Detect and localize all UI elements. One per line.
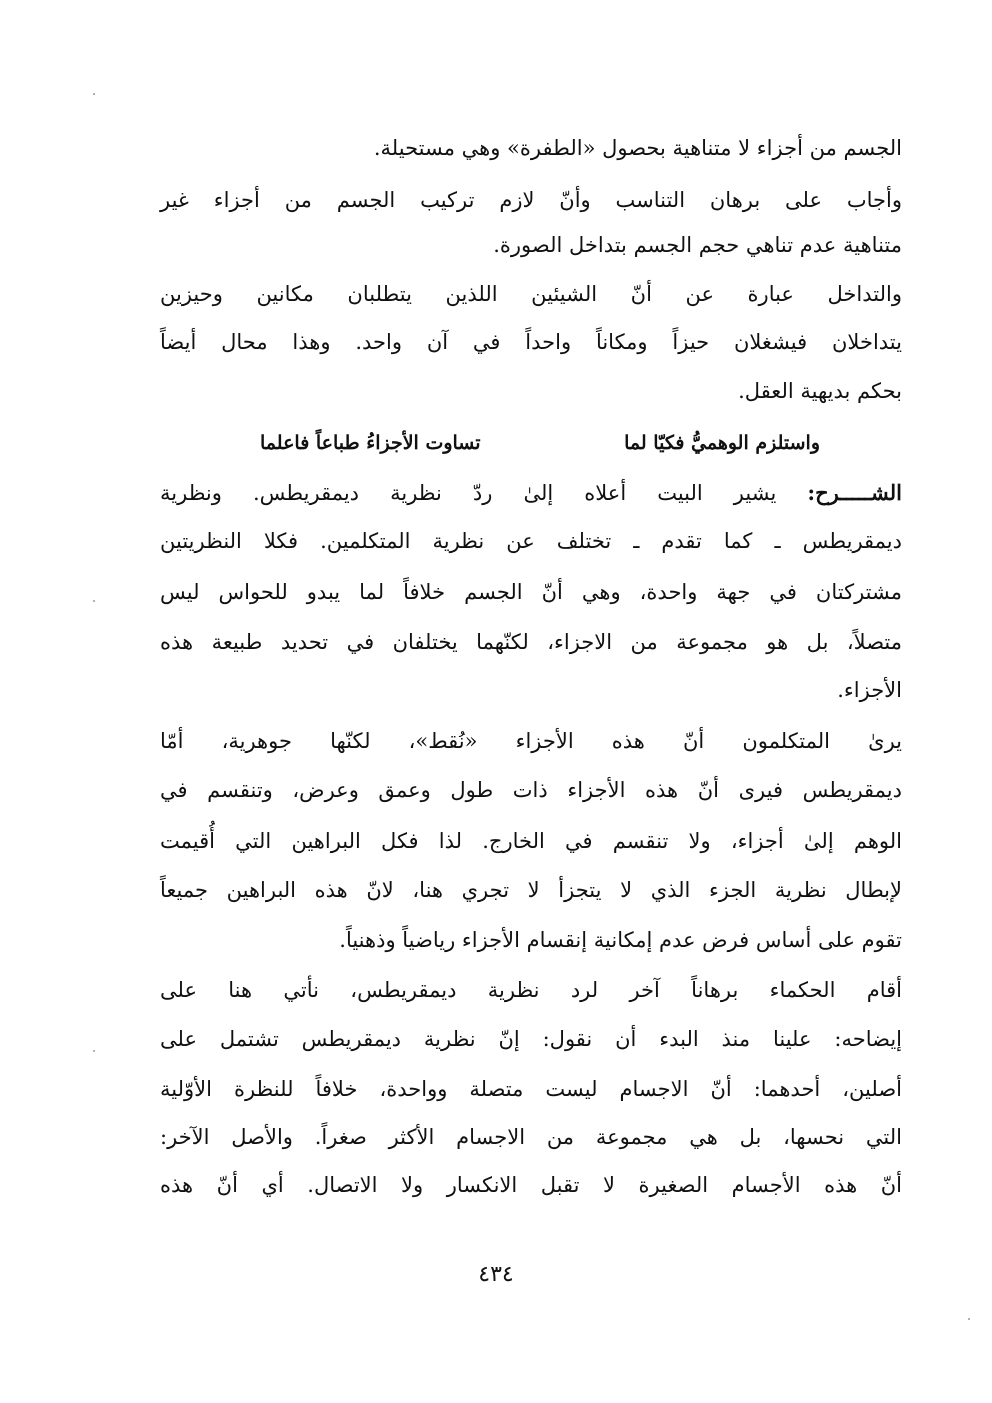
text-line: بحكم بديهية العقل.	[738, 379, 902, 403]
sharh-first-line	[160, 478, 902, 508]
text-line: الوهم إلىٰ أجزاء، ولا تنقسم في الخارج. لذا فكل البراهين التي أُقيمت	[160, 829, 902, 853]
text-line: متناهية عدم تناهي حجم الجسم بتداخل الصورة.	[493, 233, 902, 257]
scan-speck	[93, 1050, 95, 1052]
text-line: أنّ هذه الأجسام الصغيرة لا تقبل الانكسار ولا الاتصال. أي أنّ هذه	[160, 1173, 902, 1197]
text-line: مشتركتان في جهة واحدة، وهي أنّ الجسم خلافاً لما يبدو للحواس ليس	[160, 580, 902, 604]
sharh-first-line-text: يشير البيت أعلاه إلىٰ ردّ نظرية ديمقريطس. ونظرية	[160, 481, 777, 505]
text-line: تقوم على أساس فرض عدم إمكانية إنقسام الأجزاء رياضياً وذهنياً.	[339, 928, 902, 952]
text-line: ديمقريطس ـ كما تقدم ـ تختلف عن نظرية المتكلمين. فكلا النظريتين	[160, 529, 902, 553]
poetry-verse	[260, 428, 820, 458]
text-line: ديمقريطس فيرى أنّ هذه الأجزاء ذات طول وعمق وعرض، وتنقسم في	[160, 778, 902, 802]
text-line: الأجزاء.	[837, 678, 902, 702]
verse-second-hemistich: تساوت الأجزاءُ طباعاً فاعلما	[260, 432, 481, 454]
scan-speck	[968, 1318, 970, 1320]
text-line: التي نحسها، بل هي مجموعة من الاجسام الأكثر صغراً. والأصل الآخر:	[160, 1125, 902, 1149]
text-line: إيضاحه: علينا منذ البدء أن نقول: إنّ نظرية ديمقريطس تشتمل على	[160, 1027, 902, 1051]
text-line: يرىٰ المتكلمون أنّ هذه الأجزاء «نُقط»، لكنّها جوهرية، أمّا	[160, 729, 902, 753]
scan-speck	[93, 600, 95, 602]
text-line: والتداخل عبارة عن أنّ الشيئين اللذين يتطلبان مكانين وحيزين	[160, 282, 902, 306]
text-line: يتداخلان فيشغلان حيزاً ومكاناً واحداً في آن واحد. وهذا محال أيضاً	[160, 330, 902, 354]
text-line: وأجاب على برهان التناسب وأنّ لازم تركيب الجسم من أجزاء غير	[160, 188, 902, 212]
text-line: متصلاً، بل هو مجموعة من الاجزاء، لكنّهما يختلفان في تحديد طبيعة هذه	[160, 630, 902, 654]
verse-first-hemistich: واستلزم الوهميُّ فكيّا لما	[624, 432, 820, 454]
text-line: الجسم من أجزاء لا متناهية بحصول «الطفرة» وهي مستحيلة.	[373, 136, 902, 160]
sharh-label: الشـــــرح:	[807, 480, 902, 505]
text-line: لإبطال نظرية الجزء الذي لا يتجزأ لا تجري هنا، لانّ هذه البراهين جميعاً	[160, 878, 902, 902]
text-line: أصلين، أحدهما: أنّ الاجسام ليست متصلة وواحدة، خلافاً للنظرة الأوّلية	[160, 1077, 902, 1101]
scan-speck	[93, 93, 95, 95]
page-number: ٤٣٤	[478, 1262, 514, 1287]
text-line: أقام الحكماء برهاناً آخر لرد نظرية ديمقريطس، نأتي هنا على	[160, 978, 902, 1002]
